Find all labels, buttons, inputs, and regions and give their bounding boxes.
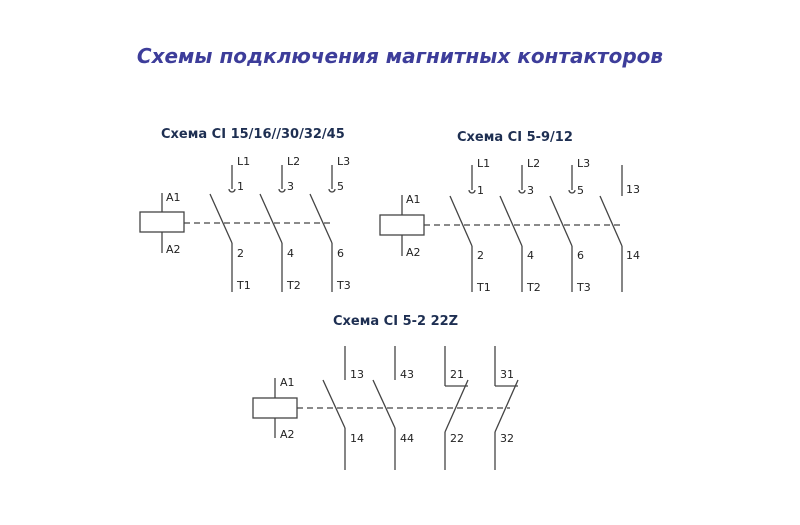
scheme-1-diagram bbox=[140, 155, 351, 292]
scheme-1-pole-2-top: 3 bbox=[287, 180, 294, 193]
scheme-2-pole-2-line: L2 bbox=[527, 157, 541, 170]
scheme-1-pole-3-top: 5 bbox=[337, 180, 344, 193]
scheme-2-pole-2-top: 3 bbox=[527, 184, 534, 197]
scheme-2-pole-1-bottom: 2 bbox=[477, 249, 484, 262]
scheme-2-pole-3-bottom: 6 bbox=[577, 249, 584, 262]
scheme-1-coil-a2: A2 bbox=[166, 243, 181, 256]
scheme-3-coil bbox=[253, 376, 297, 441]
scheme-2-aux-top: 13 bbox=[626, 183, 640, 196]
scheme-2-pole-1-top: 1 bbox=[477, 184, 484, 197]
scheme-2-pole-3-load: T3 bbox=[577, 281, 591, 294]
scheme-3-title: Схема CI 5-2 22Z bbox=[333, 314, 459, 329]
scheme-2-aux-bottom: 14 bbox=[626, 249, 640, 262]
scheme-1-pole-3-load: T3 bbox=[337, 279, 351, 292]
scheme-1-pole-3-bottom: 6 bbox=[337, 247, 344, 260]
scheme-1-pole-1-load: T1 bbox=[237, 279, 251, 292]
scheme-1-coil-a1: A1 bbox=[166, 191, 181, 204]
scheme-1-pole-2-line: L2 bbox=[287, 155, 301, 168]
scheme-3-contact-4-top: 31 bbox=[500, 368, 514, 381]
scheme-2-title: Схема CI 5-9/12 bbox=[457, 130, 573, 145]
scheme-1-title: Схема CI 15/16//30/32/45 bbox=[161, 127, 345, 142]
scheme-2-coil-a1: A1 bbox=[406, 193, 421, 206]
scheme-3-contact-2-top: 43 bbox=[400, 368, 414, 381]
scheme-3-contact-1-bottom: 14 bbox=[350, 432, 364, 445]
scheme-2-diagram bbox=[380, 157, 640, 294]
scheme-2-coil bbox=[380, 193, 424, 259]
scheme-1-pole-2-load: T2 bbox=[287, 279, 301, 292]
scheme-2-pole-2-load: T2 bbox=[527, 281, 541, 294]
page-title: Схемы подключения магнитных контакторов bbox=[136, 44, 664, 68]
scheme-3-contact-1-top: 13 bbox=[350, 368, 364, 381]
scheme-1-pole-1-line: L1 bbox=[237, 155, 251, 168]
scheme-2-aux-contact bbox=[600, 165, 640, 292]
scheme-3-coil-a1: A1 bbox=[280, 376, 295, 389]
scheme-2-pole-3-top: 5 bbox=[577, 184, 584, 197]
scheme-3-diagram bbox=[253, 346, 518, 470]
scheme-3-contact-3-top: 21 bbox=[450, 368, 464, 381]
scheme-1-pole-2-bottom: 4 bbox=[287, 247, 294, 260]
scheme-3-contact-4-bottom: 32 bbox=[500, 432, 514, 445]
scheme-1-pole-1-top: 1 bbox=[237, 180, 244, 193]
scheme-2-pole-1-line: L1 bbox=[477, 157, 491, 170]
scheme-2-pole-2-bottom: 4 bbox=[527, 249, 534, 262]
scheme-3-coil-a2: A2 bbox=[280, 428, 295, 441]
scheme-3-contact-2-bottom: 44 bbox=[400, 432, 414, 445]
scheme-2-coil-a2: A2 bbox=[406, 246, 421, 259]
scheme-3-contact-3-bottom: 22 bbox=[450, 432, 464, 445]
scheme-1-coil bbox=[140, 191, 184, 256]
scheme-2-pole-1-load: T1 bbox=[477, 281, 491, 294]
scheme-1-pole-1-bottom: 2 bbox=[237, 247, 244, 260]
scheme-1-pole-3-line: L3 bbox=[337, 155, 351, 168]
scheme-2-pole-3-line: L3 bbox=[577, 157, 591, 170]
